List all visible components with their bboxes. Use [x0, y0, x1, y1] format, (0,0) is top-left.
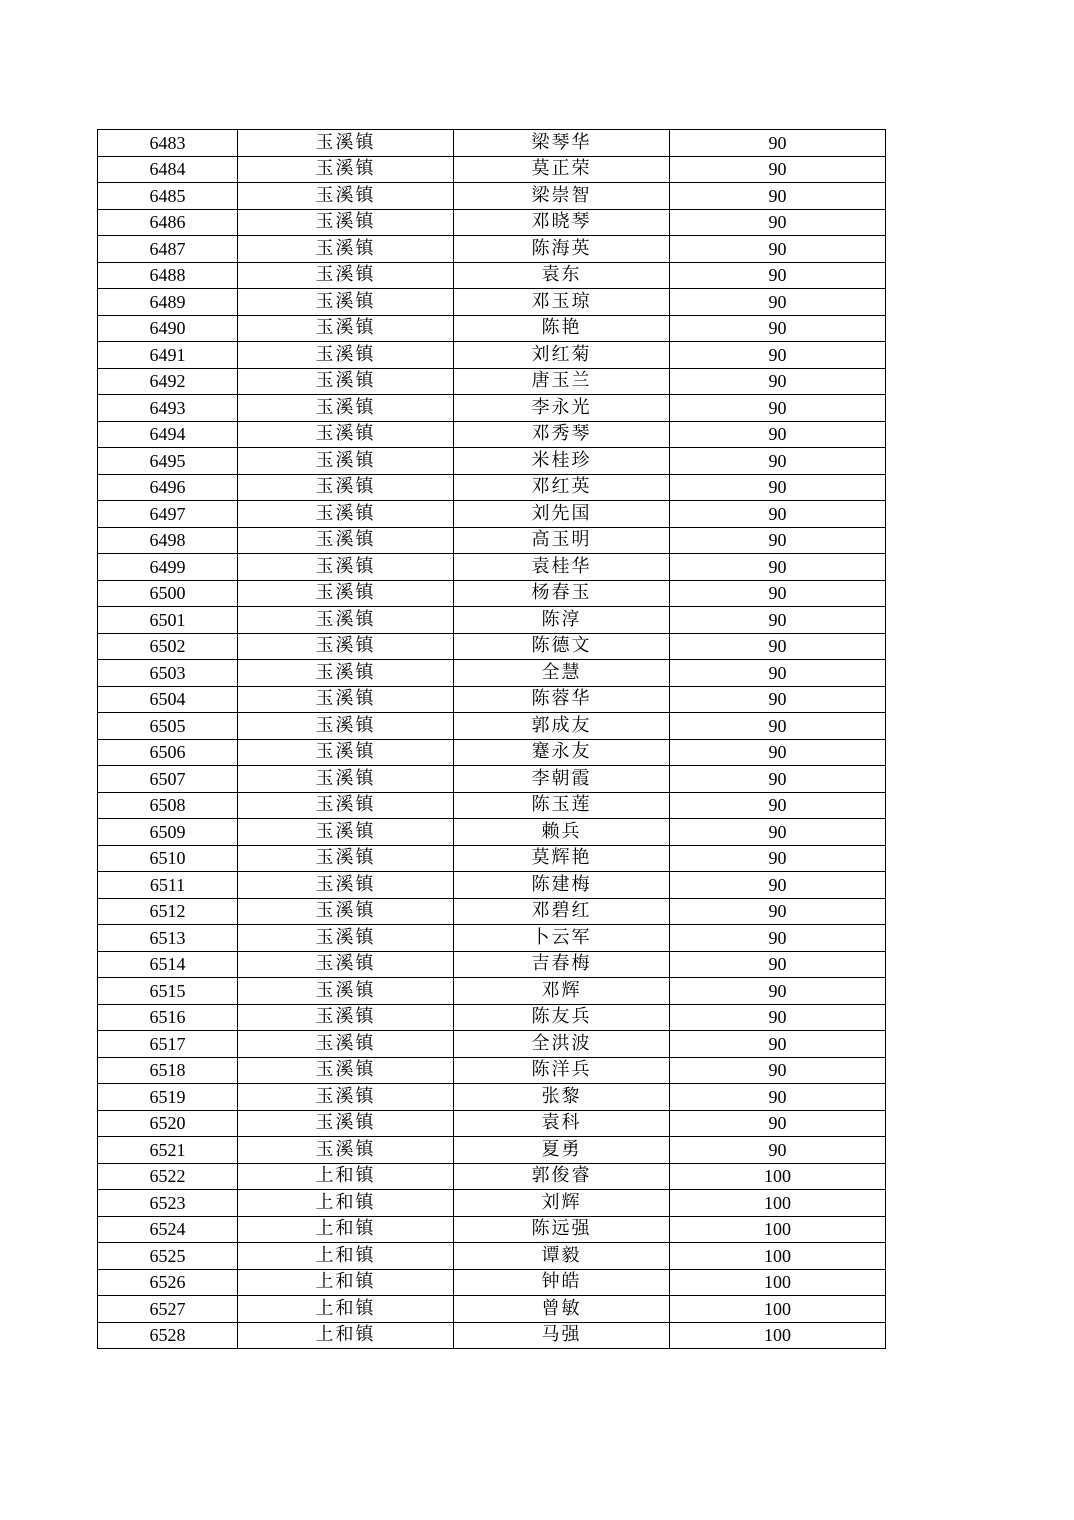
cell-town: 上和镇 — [238, 1190, 454, 1217]
table-row — [98, 739, 886, 766]
table-row — [98, 580, 886, 607]
table-row — [98, 315, 886, 342]
table-row — [98, 978, 886, 1005]
cell-town: 玉溪镇 — [238, 1084, 454, 1111]
cell-name: 莫辉艳 — [454, 845, 670, 872]
cell-town: 上和镇 — [238, 1269, 454, 1296]
cell-amount: 100 — [670, 1322, 886, 1349]
cell-town: 玉溪镇 — [238, 978, 454, 1005]
table-row — [98, 1216, 886, 1243]
cell-name: 夏勇 — [454, 1137, 670, 1164]
cell-town: 玉溪镇 — [238, 898, 454, 925]
cell-name: 郭成友 — [454, 713, 670, 740]
cell-amount: 90 — [670, 713, 886, 740]
cell-town: 玉溪镇 — [238, 1110, 454, 1137]
table-row — [98, 1110, 886, 1137]
cell-id: 6497 — [98, 501, 238, 528]
cell-town: 玉溪镇 — [238, 183, 454, 210]
cell-name: 陈海英 — [454, 236, 670, 263]
cell-town: 玉溪镇 — [238, 872, 454, 899]
cell-amount: 90 — [670, 262, 886, 289]
cell-id: 6498 — [98, 527, 238, 554]
cell-name: 刘红菊 — [454, 342, 670, 369]
cell-amount: 90 — [670, 236, 886, 263]
table-row — [98, 845, 886, 872]
table-row — [98, 925, 886, 952]
cell-id: 6514 — [98, 951, 238, 978]
cell-town: 玉溪镇 — [238, 130, 454, 157]
cell-name: 曾敏 — [454, 1296, 670, 1323]
cell-town: 玉溪镇 — [238, 925, 454, 952]
cell-town: 玉溪镇 — [238, 395, 454, 422]
cell-amount: 90 — [670, 872, 886, 899]
table-row — [98, 368, 886, 395]
table-row — [98, 1137, 886, 1164]
cell-town: 玉溪镇 — [238, 554, 454, 581]
table-row — [98, 236, 886, 263]
cell-amount: 90 — [670, 342, 886, 369]
cell-id: 6488 — [98, 262, 238, 289]
cell-id: 6504 — [98, 686, 238, 713]
cell-town: 玉溪镇 — [238, 580, 454, 607]
cell-id: 6523 — [98, 1190, 238, 1217]
cell-amount: 90 — [670, 1084, 886, 1111]
table-row — [98, 660, 886, 687]
cell-town: 玉溪镇 — [238, 315, 454, 342]
cell-name: 唐玉兰 — [454, 368, 670, 395]
cell-town: 玉溪镇 — [238, 845, 454, 872]
cell-id: 6510 — [98, 845, 238, 872]
cell-name: 杨春玉 — [454, 580, 670, 607]
cell-amount: 90 — [670, 1057, 886, 1084]
cell-town: 玉溪镇 — [238, 686, 454, 713]
cell-name: 张黎 — [454, 1084, 670, 1111]
table-row — [98, 183, 886, 210]
cell-id: 6517 — [98, 1031, 238, 1058]
cell-amount: 90 — [670, 819, 886, 846]
cell-name: 李朝霞 — [454, 766, 670, 793]
cell-name: 袁东 — [454, 262, 670, 289]
cell-town: 玉溪镇 — [238, 474, 454, 501]
cell-amount: 90 — [670, 156, 886, 183]
cell-name: 梁琴华 — [454, 130, 670, 157]
cell-amount: 90 — [670, 554, 886, 581]
cell-amount: 90 — [670, 607, 886, 634]
table-body — [98, 130, 886, 1349]
cell-id: 6520 — [98, 1110, 238, 1137]
cell-name: 赖兵 — [454, 819, 670, 846]
cell-id: 6492 — [98, 368, 238, 395]
cell-amount: 90 — [670, 633, 886, 660]
table-row — [98, 1243, 886, 1270]
cell-amount: 90 — [670, 421, 886, 448]
cell-amount: 90 — [670, 739, 886, 766]
cell-name: 陈蓉华 — [454, 686, 670, 713]
cell-id: 6526 — [98, 1269, 238, 1296]
cell-town: 玉溪镇 — [238, 792, 454, 819]
cell-name: 陈艳 — [454, 315, 670, 342]
cell-id: 6495 — [98, 448, 238, 475]
cell-name: 邓秀琴 — [454, 421, 670, 448]
cell-name: 邓红英 — [454, 474, 670, 501]
cell-id: 6525 — [98, 1243, 238, 1270]
cell-town: 玉溪镇 — [238, 448, 454, 475]
cell-id: 6513 — [98, 925, 238, 952]
cell-town: 玉溪镇 — [238, 1057, 454, 1084]
cell-id: 6528 — [98, 1322, 238, 1349]
cell-name: 卜云军 — [454, 925, 670, 952]
table-row — [98, 898, 886, 925]
cell-name: 全慧 — [454, 660, 670, 687]
table-row — [98, 1269, 886, 1296]
cell-id: 6505 — [98, 713, 238, 740]
cell-amount: 90 — [670, 845, 886, 872]
cell-id: 6489 — [98, 289, 238, 316]
cell-town: 玉溪镇 — [238, 819, 454, 846]
cell-id: 6499 — [98, 554, 238, 581]
cell-amount: 100 — [670, 1269, 886, 1296]
cell-name: 米桂珍 — [454, 448, 670, 475]
cell-name: 谭毅 — [454, 1243, 670, 1270]
cell-town: 玉溪镇 — [238, 236, 454, 263]
cell-name: 梁崇智 — [454, 183, 670, 210]
cell-town: 玉溪镇 — [238, 1031, 454, 1058]
cell-amount: 90 — [670, 448, 886, 475]
cell-town: 上和镇 — [238, 1296, 454, 1323]
table-row — [98, 1296, 886, 1323]
table-row — [98, 633, 886, 660]
table-row — [98, 209, 886, 236]
cell-amount: 90 — [670, 792, 886, 819]
cell-amount: 90 — [670, 925, 886, 952]
cell-name: 邓辉 — [454, 978, 670, 1005]
table-row — [98, 448, 886, 475]
cell-id: 6502 — [98, 633, 238, 660]
cell-amount: 90 — [670, 686, 886, 713]
table-row — [98, 766, 886, 793]
cell-name: 李永光 — [454, 395, 670, 422]
table-row — [98, 395, 886, 422]
data-table — [97, 129, 886, 1349]
cell-amount: 90 — [670, 395, 886, 422]
cell-town: 玉溪镇 — [238, 951, 454, 978]
cell-id: 6515 — [98, 978, 238, 1005]
cell-name: 全洪波 — [454, 1031, 670, 1058]
table-row — [98, 130, 886, 157]
cell-name: 马强 — [454, 1322, 670, 1349]
cell-id: 6527 — [98, 1296, 238, 1323]
cell-town: 玉溪镇 — [238, 766, 454, 793]
cell-id: 6512 — [98, 898, 238, 925]
table-row — [98, 527, 886, 554]
cell-amount: 90 — [670, 951, 886, 978]
cell-amount: 90 — [670, 130, 886, 157]
cell-id: 6500 — [98, 580, 238, 607]
cell-name: 刘辉 — [454, 1190, 670, 1217]
cell-amount: 90 — [670, 315, 886, 342]
table-row — [98, 421, 886, 448]
table-row — [98, 872, 886, 899]
cell-town: 玉溪镇 — [238, 421, 454, 448]
table-row — [98, 819, 886, 846]
table-row — [98, 1004, 886, 1031]
table-row — [98, 262, 886, 289]
table-row — [98, 1057, 886, 1084]
cell-id: 6503 — [98, 660, 238, 687]
cell-id: 6483 — [98, 130, 238, 157]
cell-id: 6516 — [98, 1004, 238, 1031]
cell-town: 玉溪镇 — [238, 156, 454, 183]
cell-name: 郭俊睿 — [454, 1163, 670, 1190]
cell-name: 陈德文 — [454, 633, 670, 660]
cell-id: 6487 — [98, 236, 238, 263]
table-row — [98, 501, 886, 528]
cell-id: 6501 — [98, 607, 238, 634]
cell-amount: 100 — [670, 1190, 886, 1217]
cell-town: 玉溪镇 — [238, 527, 454, 554]
cell-name: 吉春梅 — [454, 951, 670, 978]
cell-amount: 100 — [670, 1243, 886, 1270]
cell-id: 6509 — [98, 819, 238, 846]
cell-town: 上和镇 — [238, 1322, 454, 1349]
cell-id: 6521 — [98, 1137, 238, 1164]
cell-town: 玉溪镇 — [238, 289, 454, 316]
cell-name: 刘先国 — [454, 501, 670, 528]
cell-id: 6508 — [98, 792, 238, 819]
cell-town: 玉溪镇 — [238, 739, 454, 766]
cell-name: 袁科 — [454, 1110, 670, 1137]
cell-name: 蹇永友 — [454, 739, 670, 766]
table-row — [98, 156, 886, 183]
cell-town: 玉溪镇 — [238, 262, 454, 289]
cell-amount: 90 — [670, 209, 886, 236]
cell-name: 莫正荣 — [454, 156, 670, 183]
cell-amount: 100 — [670, 1216, 886, 1243]
cell-amount: 90 — [670, 898, 886, 925]
cell-id: 6490 — [98, 315, 238, 342]
table-row — [98, 1190, 886, 1217]
cell-amount: 100 — [670, 1163, 886, 1190]
cell-amount: 90 — [670, 1110, 886, 1137]
cell-town: 玉溪镇 — [238, 501, 454, 528]
cell-name: 钟皓 — [454, 1269, 670, 1296]
cell-name: 高玉明 — [454, 527, 670, 554]
table-row — [98, 1322, 886, 1349]
cell-amount: 90 — [670, 766, 886, 793]
cell-amount: 90 — [670, 501, 886, 528]
cell-id: 6484 — [98, 156, 238, 183]
cell-town: 玉溪镇 — [238, 368, 454, 395]
cell-name: 邓玉琼 — [454, 289, 670, 316]
table-row — [98, 607, 886, 634]
cell-name: 陈玉莲 — [454, 792, 670, 819]
cell-name: 袁桂华 — [454, 554, 670, 581]
table-row — [98, 1031, 886, 1058]
cell-town: 上和镇 — [238, 1243, 454, 1270]
table-row — [98, 951, 886, 978]
table-row — [98, 1084, 886, 1111]
cell-id: 6522 — [98, 1163, 238, 1190]
cell-id: 6518 — [98, 1057, 238, 1084]
cell-town: 上和镇 — [238, 1163, 454, 1190]
cell-amount: 90 — [670, 660, 886, 687]
cell-amount: 90 — [670, 527, 886, 554]
cell-name: 陈友兵 — [454, 1004, 670, 1031]
table-row — [98, 713, 886, 740]
cell-id: 6524 — [98, 1216, 238, 1243]
cell-name: 陈远强 — [454, 1216, 670, 1243]
cell-town: 玉溪镇 — [238, 1137, 454, 1164]
table-row — [98, 289, 886, 316]
cell-town: 上和镇 — [238, 1216, 454, 1243]
cell-amount: 90 — [670, 1137, 886, 1164]
cell-town: 玉溪镇 — [238, 342, 454, 369]
cell-name: 邓晓琴 — [454, 209, 670, 236]
cell-name: 邓碧红 — [454, 898, 670, 925]
table-row — [98, 686, 886, 713]
cell-amount: 90 — [670, 978, 886, 1005]
cell-id: 6511 — [98, 872, 238, 899]
cell-id: 6506 — [98, 739, 238, 766]
cell-id: 6494 — [98, 421, 238, 448]
table-row — [98, 792, 886, 819]
cell-id: 6485 — [98, 183, 238, 210]
cell-name: 陈淳 — [454, 607, 670, 634]
cell-id: 6491 — [98, 342, 238, 369]
cell-amount: 90 — [670, 1031, 886, 1058]
cell-amount: 90 — [670, 368, 886, 395]
cell-id: 6496 — [98, 474, 238, 501]
cell-town: 玉溪镇 — [238, 633, 454, 660]
cell-town: 玉溪镇 — [238, 1004, 454, 1031]
cell-town: 玉溪镇 — [238, 607, 454, 634]
cell-amount: 90 — [670, 580, 886, 607]
cell-id: 6486 — [98, 209, 238, 236]
table-row — [98, 1163, 886, 1190]
cell-town: 玉溪镇 — [238, 713, 454, 740]
cell-amount: 90 — [670, 474, 886, 501]
cell-name: 陈建梅 — [454, 872, 670, 899]
table-row — [98, 474, 886, 501]
cell-id: 6507 — [98, 766, 238, 793]
cell-amount: 90 — [670, 1004, 886, 1031]
table-row — [98, 342, 886, 369]
table-row — [98, 554, 886, 581]
cell-amount: 100 — [670, 1296, 886, 1323]
cell-town: 玉溪镇 — [238, 209, 454, 236]
cell-amount: 90 — [670, 289, 886, 316]
cell-id: 6493 — [98, 395, 238, 422]
cell-name: 陈洋兵 — [454, 1057, 670, 1084]
cell-town: 玉溪镇 — [238, 660, 454, 687]
cell-id: 6519 — [98, 1084, 238, 1111]
cell-amount: 90 — [670, 183, 886, 210]
